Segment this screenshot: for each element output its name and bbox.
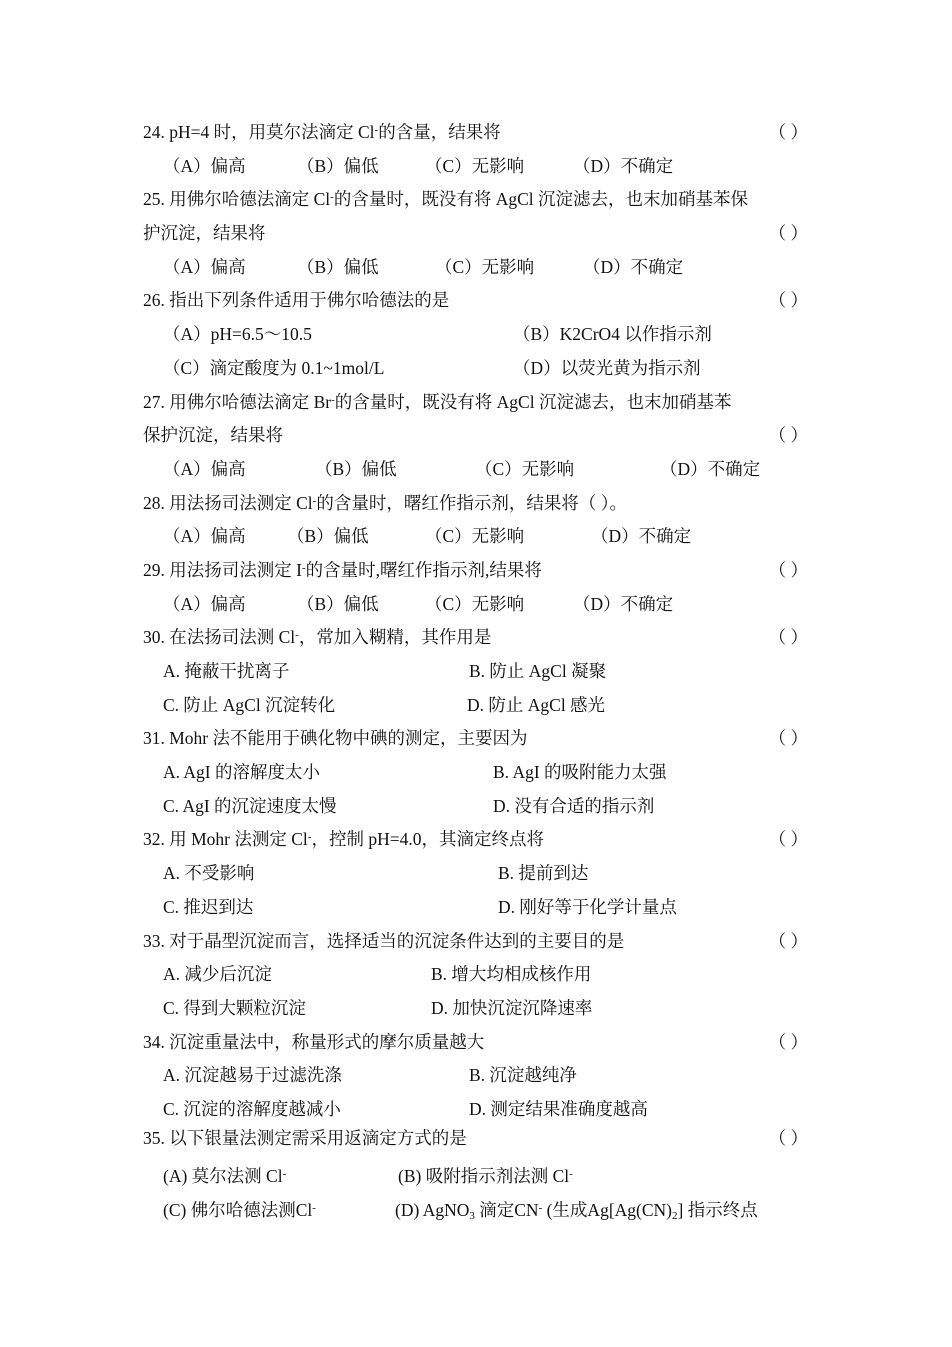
option-a: （A）偏高 [163, 459, 246, 479]
option-d: （D）不确定 [573, 156, 674, 176]
option-c: (C) 佛尔哈德法测Cl- [163, 1200, 316, 1220]
option-c: （C）无影响 [435, 257, 535, 277]
option-d: D. 加快沉淀沉降速率 [431, 998, 593, 1018]
option-d: D. 刚好等于化学计量点 [498, 897, 677, 917]
question-30-options-row1 [163, 656, 808, 686]
option-b: B. AgI 的吸附能力太强 [493, 762, 667, 782]
question-33-stem: 33. 对于晶型沉淀而言，选择适当的沉淀条件达到的主要目的是 （ ） [143, 926, 808, 956]
option-a: A. AgI 的溶解度太小 [163, 762, 321, 782]
option-a: （A）偏高 [163, 257, 246, 277]
question-34-options-row1 [163, 1060, 808, 1090]
option-b: （B）K2CrO4 以作指示剂 [513, 324, 712, 344]
answer-blank: （ ） [768, 728, 808, 748]
option-c: （C）无影响 [425, 526, 525, 546]
option-b: （B）偏低 [297, 257, 379, 277]
question-33-options-row2 [163, 993, 808, 1023]
option-b: （B）偏低 [287, 526, 369, 546]
option-a: （A）偏高 [163, 156, 246, 176]
answer-blank: （ ） [768, 931, 808, 951]
option-c: C. AgI 的沉淀速度太慢 [163, 796, 337, 816]
option-a: A. 减少后沉淀 [163, 964, 272, 984]
option-a: (A) 莫尔法测 Cl- [163, 1166, 287, 1186]
option-d: （D）不确定 [573, 594, 674, 614]
answer-blank: （ ） [768, 1128, 808, 1148]
question-25-options [163, 252, 808, 282]
answer-blank: （ ） [768, 122, 808, 142]
option-d: （D）不确定 [660, 459, 761, 479]
option-c: C. 防止 AgCl 沉淀转化 [163, 695, 336, 715]
option-b: （B）偏低 [297, 156, 379, 176]
option-a: （A）偏高 [163, 526, 246, 546]
option-a: （A）pH=6.5～10.5 [163, 324, 312, 344]
question-32-stem: 32. 用 Mohr 法测定 Cl-，控制 pH=4.0，其滴定终点将 （ ） [143, 824, 808, 854]
question-27-options [163, 454, 808, 484]
option-d: (D) AgNO$_3$ 滴定CN- (生成$Ag[Ag(CN)_2]$ 指示终点 [395, 1200, 758, 1222]
option-d: （D）不确定 [591, 526, 692, 546]
option-c: （C）滴定酸度为 0.1~1mol/L [163, 358, 385, 378]
question-28-options [163, 521, 808, 551]
option-c: （C）无影响 [425, 594, 525, 614]
question-34-options-row2 [163, 1094, 808, 1124]
question-25-stem-cont: 护沉淀，结果将 （ ） [143, 218, 808, 248]
option-d: （D）以荧光黄为指示剂 [513, 358, 701, 378]
answer-blank: （ ） [768, 1032, 808, 1052]
question-26-stem: 26. 指出下列条件适用于佛尔哈德法的是 （ ） [143, 285, 808, 315]
question-25-stem: 25. 用佛尔哈德法滴定 Cl-的含量时，既没有将 AgCl 沉淀滤去，也末加硝基苯保 [143, 189, 749, 209]
question-29-stem: 29. 用法扬司法测定 I-的含量时,曙红作指示剂,结果将 （ ） [143, 555, 808, 585]
option-c: （C）无影响 [425, 156, 525, 176]
question-32-options-row1 [163, 858, 808, 888]
question-33-options-row1 [163, 959, 808, 989]
option-d: D. 没有合适的指示剂 [493, 796, 655, 816]
option-d: D. 防止 AgCl 感光 [467, 695, 606, 715]
question-29-options [163, 589, 808, 619]
answer-blank: （ ） [768, 560, 808, 580]
option-c: （C）无影响 [475, 459, 575, 479]
answer-blank: （ ） [768, 627, 808, 647]
option-b: B. 提前到达 [498, 863, 589, 883]
question-35-options-row1 [163, 1161, 808, 1191]
option-b: B. 防止 AgCl 凝聚 [469, 661, 607, 681]
question-35-stem: 35. 以下银量法测定需采用返滴定方式的是 （ ） [143, 1123, 808, 1153]
option-c: C. 得到大颗粒沉淀 [163, 998, 306, 1018]
option-b: B. 沉淀越纯净 [469, 1065, 577, 1085]
question-27-stem: 27. 用佛尔哈德法滴定 Br-的含量时，既没有将 AgCl 沉淀滤去，也末加硝基苯 [143, 392, 732, 412]
answer-blank: （ ） [768, 223, 808, 243]
option-a: （A）偏高 [163, 594, 246, 614]
question-31-options-row1 [163, 757, 808, 787]
question-30-options-row2 [163, 690, 808, 720]
question-24-options [163, 151, 808, 181]
option-b: （B）偏低 [297, 594, 379, 614]
question-26-options-row2 [163, 353, 808, 383]
question-32-options-row2 [163, 892, 808, 922]
question-30-stem: 30. 在法扬司法测 Cl-，常加入糊精，其作用是 （ ） [143, 622, 808, 652]
question-31-stem: 31. Mohr 法不能用于碘化物中碘的测定，主要因为 （ ） [143, 723, 808, 753]
question-24-stem: 24. pH=4 时，用莫尔法滴定 Cl-的含量，结果将 （ ） [143, 117, 808, 147]
answer-blank: （ ） [768, 829, 808, 849]
option-d: （D）不确定 [583, 257, 684, 277]
answer-blank: （ ） [768, 425, 808, 445]
question-28-stem: 28. 用法扬司法测定 Cl-的含量时，曙红作指示剂，结果将（ ）。 [143, 493, 627, 513]
option-b: （B）偏低 [315, 459, 397, 479]
question-34-stem: 34. 沉淀重量法中，称量形式的摩尔质量越大 （ ） [143, 1027, 808, 1057]
question-35-options-row2 [163, 1195, 808, 1225]
option-a: A. 沉淀越易于过滤洗涤 [163, 1065, 342, 1085]
option-d: D. 测定结果准确度越高 [469, 1099, 648, 1119]
option-c: C. 沉淀的溶解度越减小 [163, 1099, 341, 1119]
option-b: B. 增大均相成核作用 [431, 964, 592, 984]
option-b: (B) 吸附指示剂法测 Cl- [398, 1166, 573, 1186]
option-a: A. 不受影响 [163, 863, 255, 883]
option-c: C. 推迟到达 [163, 897, 254, 917]
option-a: A. 掩蔽干扰离子 [163, 661, 290, 681]
answer-blank: （ ） [768, 290, 808, 310]
question-31-options-row2 [163, 791, 808, 821]
question-26-options-row1 [163, 319, 808, 349]
question-27-stem-cont: 保护沉淀，结果将 （ ） [143, 420, 808, 450]
